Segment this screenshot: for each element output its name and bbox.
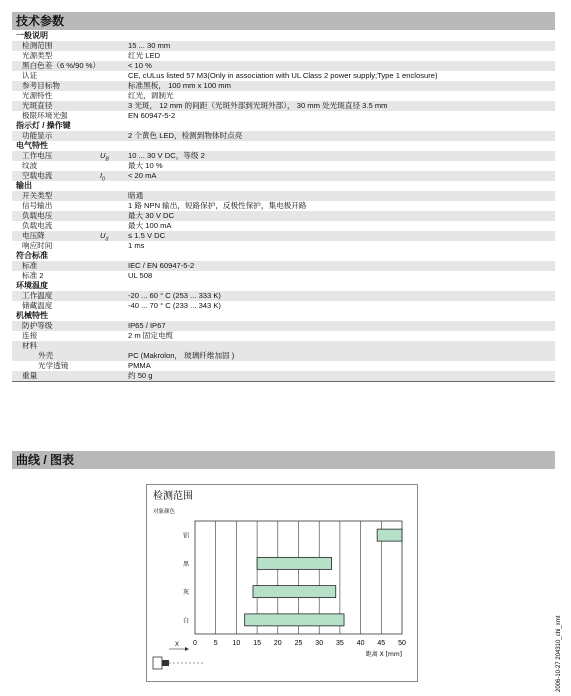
spec-row: [12, 171, 555, 181]
tech-data-title: 技术参数: [16, 14, 65, 28]
spec-label: 材料: [22, 341, 38, 350]
spec-label: 防护等级: [22, 321, 53, 330]
section-heading-environment: 环境温度: [16, 281, 48, 290]
chart-title: 检测范围: [153, 491, 193, 502]
spec-row: [12, 291, 555, 301]
spec-row: [12, 81, 555, 91]
spec-row: [12, 131, 555, 141]
spec-value: 红光，调制光: [128, 91, 174, 100]
spec-label: 外壳: [38, 351, 54, 360]
distance-arrowhead: [185, 647, 189, 651]
x-axis-label: 距离 X [mm]: [365, 651, 402, 658]
spec-value: 标准黑板， 100 mm x 100 mm: [128, 81, 231, 90]
spec-label: 工作温度: [22, 291, 53, 300]
x-tick-label: 10: [232, 640, 241, 647]
spec-row: [12, 351, 555, 361]
curves-title: 曲线 / 图表: [16, 453, 75, 467]
spec-value: 最大 100 mA: [128, 221, 172, 230]
spec-value: -20 ... 60 ° C (253 ... 333 K): [128, 291, 221, 300]
spec-value: 2 m 固定电缆: [128, 331, 174, 340]
spec-label: 响应时间: [22, 241, 53, 250]
spec-value: 1 ms: [128, 241, 145, 250]
spec-row: [12, 161, 555, 171]
spec-value: 3 光斑， 12 mm 的间距（光斑外部到光斑外部）， 30 mm 处光斑直径 3.5 mm: [128, 101, 388, 110]
x-tick-label: 25: [294, 640, 303, 647]
range-bar-0: [377, 529, 402, 541]
spec-value: 红光 LED: [128, 51, 161, 60]
spec-row: [12, 341, 555, 351]
spec-symbol-letter: U: [100, 151, 106, 160]
spec-row: [12, 211, 555, 221]
spec-value: 2 个黄色 LED，检测到物体时点亮: [128, 131, 243, 140]
section-heading-output: 输出: [16, 181, 32, 190]
spec-label: 参考目标物: [22, 81, 60, 90]
x-tick-label: 5: [213, 640, 218, 647]
spec-value: PMMA: [128, 361, 151, 370]
x-tick-label: 45: [377, 640, 386, 647]
spec-value: -40 ... 70 ° C (233 ... 343 K): [128, 301, 221, 310]
detection-range-chart-svg: [147, 485, 417, 681]
x-tick-label: 20: [273, 640, 282, 647]
spec-value: IP65 / IP67: [128, 321, 166, 330]
spec-value: PC (Makrolon， 玻璃纤维加固 ): [128, 351, 235, 360]
tech-data-header: [12, 12, 555, 30]
spec-label: 极限环境光强: [22, 111, 68, 120]
spec-row: [12, 151, 555, 161]
range-bar-3: [245, 614, 344, 626]
chart-subtitle: 对象颜色: [153, 509, 176, 515]
x-tick-label: 15: [253, 640, 261, 647]
x-tick-label: 30: [315, 640, 324, 647]
spec-row: [12, 331, 555, 341]
spec-symbol-subscript: B: [105, 156, 109, 163]
spec-label: 储藏温度: [22, 301, 53, 310]
spec-row: [12, 61, 555, 71]
sensor-body: [153, 657, 162, 669]
spec-label: 工作电压: [22, 151, 53, 160]
x-tick-label: 0: [193, 640, 197, 647]
spec-row: [12, 191, 555, 201]
spec-label: 标准: [22, 261, 38, 270]
section-heading-mechanical: 机械特性: [16, 311, 48, 320]
curves-header: [12, 451, 555, 469]
spec-symbol-subscript: d: [105, 236, 109, 243]
section-heading-indicator: 指示灯 / 操作键: [16, 121, 71, 130]
spec-symbol-letter: U: [100, 231, 106, 240]
spec-row: [12, 71, 555, 81]
spec-value: ≤ 1.5 V DC: [128, 231, 166, 240]
spec-label: 光学透镜: [38, 361, 69, 370]
spec-value: CE, cULus listed 57 M3(Only in association with UL Class 2 power supply;Type 1 enclosure): [128, 71, 438, 80]
spec-row: [12, 361, 555, 371]
spec-value: 约 50 g: [128, 371, 153, 380]
spec-value: 暗通: [128, 191, 144, 200]
spec-row: [12, 101, 555, 111]
document-code-text: 2006-10-27 204310_chi_xmt: [556, 615, 562, 692]
category-label: 铝: [182, 532, 189, 540]
category-label: 黑: [182, 560, 189, 568]
spec-label: 黑白色差（6 %/90 %）: [22, 61, 101, 70]
spec-label: 认证: [22, 71, 38, 80]
category-label: 白: [182, 617, 189, 625]
spec-value: 1 路 NPN 输出，短路保护，反极性保护，集电极开路: [128, 201, 307, 210]
sensor-lens: [162, 660, 169, 666]
spec-row: [12, 301, 555, 311]
spec-row: [12, 111, 555, 121]
spec-label: 负载电流: [22, 221, 53, 230]
spec-label: 功能显示: [22, 131, 53, 140]
spec-row: [12, 261, 555, 271]
spec-label: 信号输出: [22, 201, 53, 210]
x-tick-label: 35: [336, 640, 344, 647]
table-bottom-rule: [12, 381, 555, 382]
section-heading-standards: 符合标准: [16, 251, 48, 260]
spec-value: 最大 10 %: [128, 161, 163, 170]
spec-value: UL 508: [128, 271, 153, 280]
spec-row: [12, 41, 555, 51]
spec-label: 光源特性: [22, 91, 53, 100]
spec-row-weight: [12, 371, 555, 381]
spec-value: EN 60947-5-2: [128, 111, 176, 120]
spec-row: [12, 51, 555, 61]
spec-row: [12, 241, 555, 251]
sensor-distance-label: X: [174, 642, 180, 648]
spec-label: 电压降: [22, 231, 45, 240]
spec-value: IEC / EN 60947-5-2: [128, 261, 195, 270]
spec-label: 重量: [22, 371, 38, 380]
x-tick-label: 40: [356, 640, 365, 647]
spec-row: [12, 221, 555, 231]
spec-row: [12, 91, 555, 101]
section-heading-electrical: 电气特性: [16, 141, 48, 150]
spec-label: 纹波: [22, 161, 38, 170]
range-bar-2: [253, 586, 336, 598]
spec-symbol-letter: I: [100, 171, 103, 180]
spec-value: 10 ... 30 V DC，等级 2: [128, 151, 205, 160]
spec-row: [12, 271, 555, 281]
spec-value: 最大 30 V DC: [128, 211, 174, 220]
document-code: [552, 602, 563, 692]
spec-label: 负载电压: [22, 211, 53, 220]
spec-row: [12, 231, 555, 241]
spec-value: < 20 mA: [128, 171, 157, 180]
spec-row: [12, 201, 555, 211]
spec-label: 连接: [22, 331, 38, 340]
section-heading-general: 一般说明: [16, 31, 48, 40]
x-tick-label: 50: [398, 640, 406, 647]
spec-label: 开关类型: [22, 191, 53, 200]
spec-row: [12, 321, 555, 331]
category-label: 灰: [182, 589, 189, 597]
spec-label: 检测范围: [22, 41, 53, 50]
spec-symbol-subscript: 0: [102, 176, 105, 183]
spec-value: < 10 %: [128, 61, 152, 70]
spec-label: 光源类型: [22, 51, 53, 60]
spec-label: 标准 2: [22, 271, 44, 280]
range-bar-1: [257, 557, 332, 569]
spec-label: 空载电流: [22, 171, 53, 180]
spec-value: 15 ... 30 mm: [128, 41, 171, 50]
detection-range-chart: [146, 484, 418, 682]
spec-label: 光斑直径: [22, 101, 53, 110]
